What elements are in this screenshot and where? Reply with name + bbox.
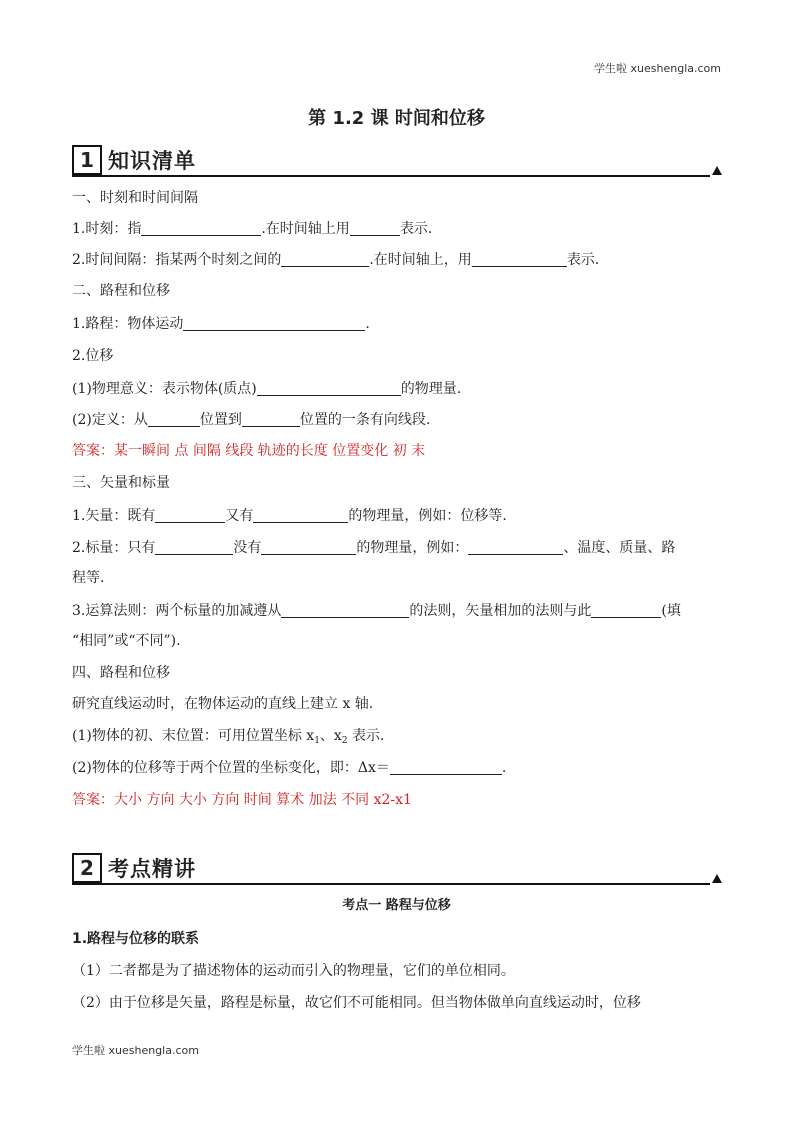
line-scalar: 2.标量：只有 没有 的物理量，例如： 、温度、质量、路 (72, 540, 676, 556)
page-header: 学生啦 xueshengla.com (594, 62, 721, 75)
section-label: 考点精讲 (108, 857, 196, 881)
blank[interactable] (350, 220, 400, 236)
kaodian-paragraph: （1）二者都是为了描述物体的运动而引入的物理量，它们的单位相同。 (72, 963, 515, 979)
blank[interactable] (472, 251, 567, 267)
line-position: (1)物体的初、末位置：可用位置坐标 $x_1$、$x_2$ 表示. (72, 728, 385, 746)
blank[interactable] (155, 539, 233, 555)
blank[interactable] (183, 315, 365, 331)
line-rule-cont: “相同”或“不同”). (72, 633, 181, 649)
line-delta: (2)物体的位移等于两个位置的坐标变化，即：Δx＝ . (72, 760, 507, 776)
line-vector: 1.矢量：既有 又有 的物理量，例如：位移等. (72, 508, 507, 524)
blank[interactable] (281, 251, 369, 267)
section-rule (72, 175, 710, 177)
blank[interactable] (242, 411, 300, 427)
section-label: 知识清单 (108, 149, 196, 173)
answer-line: 答案：大小 方向 大小 方向 时间 算术 加法 不同 x2-x1 (72, 792, 412, 808)
page-footer: 学生啦 xueshengla.com (72, 1044, 199, 1057)
section-number: 2 (72, 853, 102, 883)
blank[interactable] (148, 411, 200, 427)
blank[interactable] (281, 602, 409, 618)
answer-line: 答案：某一瞬间 点 间隔 线段 轨迹的长度 位置变化 初 末 (72, 443, 426, 459)
line-path: 1.路程：物体运动 . (72, 316, 370, 332)
blank[interactable] (141, 220, 261, 236)
blank[interactable] (390, 759, 502, 775)
line-interval: 2.时间间隔：指某两个时刻之间的 .在时间轴上，用 表示. (72, 252, 600, 268)
line-displacement: 2.位移 (72, 348, 114, 364)
heading-time: 一、时刻和时间间隔 (72, 190, 198, 206)
page-title: 第 1.2 课 时间和位移 (308, 108, 485, 129)
section-number: 1 (72, 145, 102, 175)
section-heading-2 (72, 851, 722, 885)
line-definition: (2)定义：从 位置到 位置的一条有向线段. (72, 412, 431, 428)
line-meaning: (1)物理意义：表示物体(质点) 的物理量. (72, 381, 462, 397)
blank[interactable] (591, 602, 661, 618)
blank[interactable] (257, 380, 401, 396)
blank[interactable] (468, 539, 563, 555)
triangle-icon (712, 166, 722, 175)
blank[interactable] (155, 507, 225, 523)
line-rule: 3.运算法则：两个标量的加减遵从 的法则，矢量相加的法则与此 (填 (72, 603, 681, 619)
triangle-icon (712, 874, 722, 883)
section-heading-1 (72, 143, 722, 177)
heading-vector: 三、矢量和标量 (72, 475, 170, 491)
line-axis: 研究直线运动时，在物体运动的直线上建立 x 轴. (72, 696, 374, 712)
blank[interactable] (261, 539, 356, 555)
line-moment: 1.时刻：指 .在时间轴上用 表示. (72, 221, 433, 237)
heading-path2: 四、路程和位移 (72, 665, 170, 681)
kaodian-subheading: 1.路程与位移的联系 (72, 931, 200, 947)
heading-path: 二、路程和位移 (72, 283, 170, 299)
section-rule (72, 883, 710, 885)
blank[interactable] (253, 507, 348, 523)
kaodian-paragraph: （2）由于位移是矢量，路程是标量，故它们不可能相同。但当物体做单向直线运动时，位移 (72, 995, 641, 1011)
kaodian-title: 考点一 路程与位移 (342, 898, 451, 913)
line-scalar-cont: 程等. (72, 570, 105, 586)
